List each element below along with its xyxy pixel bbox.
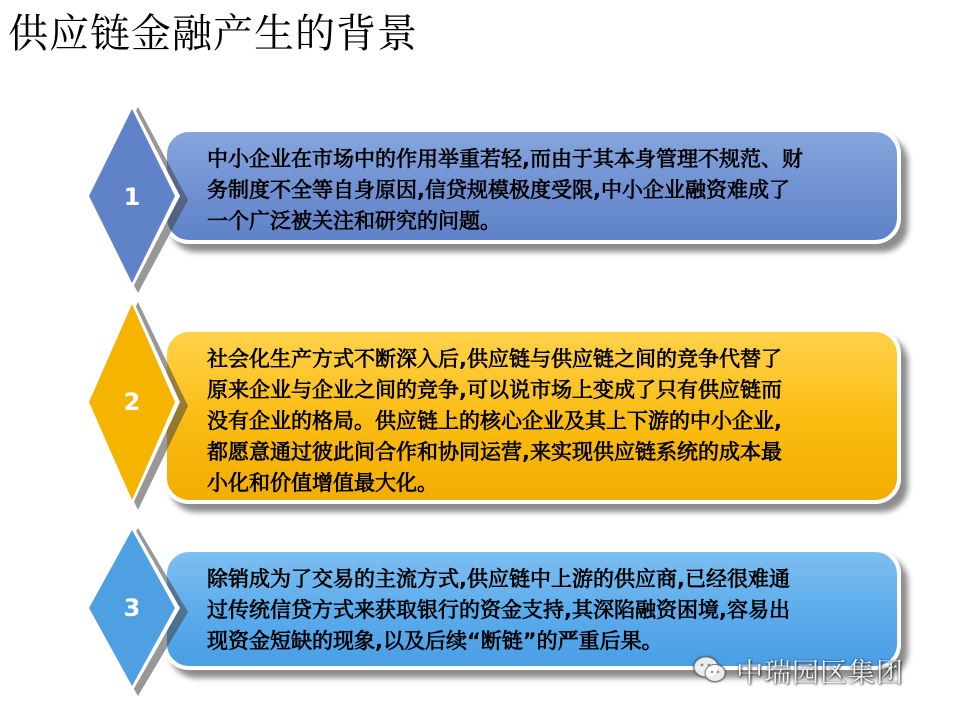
watermark <box>692 650 904 690</box>
item-number: 1 <box>123 183 141 211</box>
item-text: 中小企业在市场中的作用举重若轻,而由于其本身管理不规范、财 务制度不全等自身原因,信贷规模极度受限,中小企业融资难成了 一个广泛被关注和研究的问题。 <box>207 147 803 233</box>
item-text: 除销成为了交易的主流方式,供应链中上游的供应商,已经很难通 过传统信贷方式来获取银行的资金支持,其深陷融资困境,容易出 现资金短缺的现象,以及后续“断链”的严重后果。 <box>207 567 790 653</box>
item-number: 2 <box>123 388 141 416</box>
item-text: 社会化生产方式不断深入后,供应链与供应链之间的竞争代替了 原来企业与企业之间的竞争,可以说市场上变成了只有供应链而 没有企业的格局。供应链上的核心企业及其上下游的中小企业, 都愿意通过彼此间合作和协同运营,来实现供应链系统的成本最 小化和价值增值最大化。 <box>207 347 782 495</box>
text-box <box>163 128 901 244</box>
wechat-icon <box>692 655 728 685</box>
watermark-text: 中瑞园区集团 <box>736 657 904 689</box>
text-box <box>163 328 901 504</box>
number-diamond <box>80 103 184 289</box>
page-title: 供应链金融产生的背景 <box>8 11 418 57</box>
number-diamond <box>80 524 184 692</box>
number-diamond <box>80 298 184 506</box>
item-number: 3 <box>123 594 141 622</box>
